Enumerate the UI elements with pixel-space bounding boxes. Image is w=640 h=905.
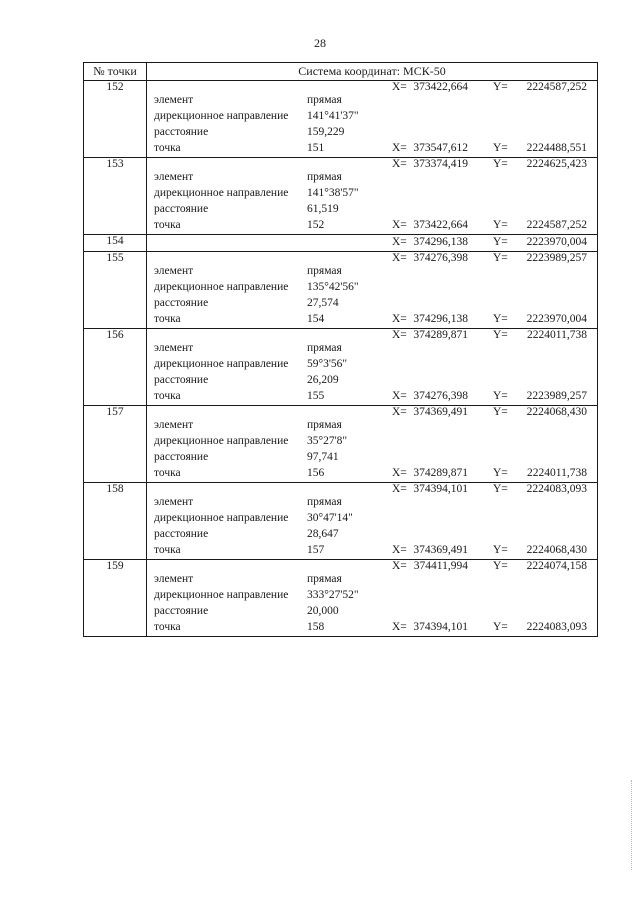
element-value: прямая [307, 94, 342, 106]
margin-mark [628, 780, 632, 870]
distance-value: 26,209 [307, 374, 339, 386]
detail-line [147, 527, 597, 543]
point-number: 153 [84, 158, 147, 235]
x-label: X= [392, 621, 407, 633]
element-label: элемент [154, 265, 194, 277]
table-row [84, 406, 598, 483]
x-coordinate: 374289,871 [413, 329, 468, 341]
x-coordinate: 374394,101 [413, 483, 468, 495]
detail-line [147, 158, 597, 170]
table-row [84, 158, 598, 235]
detail-line [147, 406, 597, 418]
element-value: прямая [307, 419, 342, 431]
x-coordinate: 374411,994 [413, 560, 468, 572]
direction-label: дирекционное направление [154, 358, 289, 370]
detail-line [147, 450, 597, 466]
detail-line [147, 434, 597, 450]
y-coordinate: 2224625,423 [526, 158, 587, 170]
point-number-header: № точки [84, 63, 147, 81]
point-value: 155 [307, 390, 325, 402]
y-label: Y= [493, 252, 508, 264]
table-row [84, 560, 598, 637]
y-label: Y= [493, 158, 508, 170]
y-coordinate: 2224083,093 [526, 621, 587, 633]
detail-line [147, 235, 597, 251]
detail-line [147, 329, 597, 341]
point-details [147, 235, 598, 252]
distance-value: 97,741 [307, 451, 339, 463]
direction-value: 141°41'37" [307, 110, 359, 122]
x-label: X= [392, 252, 407, 264]
x-label: X= [392, 406, 407, 418]
page-number: 28 [314, 36, 326, 50]
detail-line [147, 604, 597, 620]
y-label: Y= [493, 390, 508, 402]
detail-line [147, 81, 597, 93]
distance-value: 61,519 [307, 203, 339, 215]
direction-value: 30°47'14" [307, 512, 353, 524]
detail-line [147, 495, 597, 511]
x-label: X= [392, 390, 407, 402]
y-coordinate: 2223970,004 [526, 313, 587, 325]
detail-line [147, 588, 597, 604]
element-label: элемент [154, 419, 194, 431]
point-label: точка [154, 390, 181, 402]
detail-line [147, 389, 597, 405]
x-label: X= [392, 142, 407, 154]
x-coordinate: 373422,664 [413, 219, 468, 231]
detail-line [147, 202, 597, 218]
point-value: 154 [307, 313, 325, 325]
detail-line [147, 109, 597, 125]
point-number: 155 [84, 252, 147, 329]
point-details [147, 158, 598, 235]
element-value: прямая [307, 496, 342, 508]
element-value: прямая [307, 171, 342, 183]
x-label: X= [392, 158, 407, 170]
point-value: 158 [307, 621, 325, 633]
table-row [84, 252, 598, 329]
detail-line [147, 141, 597, 157]
direction-value: 35°27'8" [307, 435, 348, 447]
point-details [147, 483, 598, 560]
detail-line [147, 264, 597, 280]
x-coordinate: 374296,138 [413, 313, 468, 325]
table-body [84, 81, 598, 637]
detail-line [147, 373, 597, 389]
detail-line [147, 357, 597, 373]
y-coordinate: 2224068,430 [526, 544, 587, 556]
x-label: X= [392, 544, 407, 556]
element-value: прямая [307, 342, 342, 354]
detail-line [147, 466, 597, 482]
table-header-row [84, 63, 598, 81]
y-label: Y= [493, 560, 508, 572]
detail-line [147, 483, 597, 495]
point-details [147, 329, 598, 406]
point-label: точка [154, 621, 181, 633]
y-label: Y= [493, 544, 508, 556]
point-details [147, 406, 598, 483]
element-value: прямая [307, 265, 342, 277]
direction-value: 59°3'56" [307, 358, 348, 370]
y-coordinate: 2223989,257 [526, 252, 587, 264]
x-label: X= [392, 483, 407, 495]
y-label: Y= [493, 406, 508, 418]
distance-label: расстояние [154, 126, 209, 138]
detail-line [147, 280, 597, 296]
x-label: X= [392, 236, 407, 248]
x-coordinate: 373422,664 [413, 81, 468, 93]
x-coordinate: 374369,491 [413, 544, 468, 556]
y-label: Y= [493, 313, 508, 325]
x-label: X= [392, 313, 407, 325]
distance-value: 28,647 [307, 528, 339, 540]
detail-line [147, 170, 597, 186]
y-label: Y= [493, 81, 508, 93]
point-number: 157 [84, 406, 147, 483]
x-coordinate: 373374,419 [413, 158, 468, 170]
direction-label: дирекционное направление [154, 512, 289, 524]
point-details [147, 81, 598, 158]
direction-value: 333°27'52" [307, 589, 359, 601]
y-label: Y= [493, 483, 508, 495]
point-details [147, 560, 598, 637]
direction-label: дирекционное направление [154, 589, 289, 601]
table-row [84, 81, 598, 158]
distance-label: расстояние [154, 451, 209, 463]
detail-line [147, 341, 597, 357]
y-coordinate: 2224068,430 [526, 406, 587, 418]
point-details [147, 252, 598, 329]
x-label: X= [392, 329, 407, 341]
direction-label: дирекционное направление [154, 187, 289, 199]
distance-label: расстояние [154, 528, 209, 540]
detail-line [147, 93, 597, 109]
y-label: Y= [493, 236, 508, 248]
y-coordinate: 2224587,252 [526, 219, 587, 231]
direction-label: дирекционное направление [154, 435, 289, 447]
y-coordinate: 2224074,158 [526, 560, 587, 572]
y-label: Y= [493, 219, 508, 231]
point-value: 156 [307, 467, 325, 479]
y-coordinate: 2224083,093 [526, 483, 587, 495]
y-coordinate: 2224488,551 [526, 142, 587, 154]
point-number: 159 [84, 560, 147, 637]
x-label: X= [392, 467, 407, 479]
distance-label: расстояние [154, 297, 209, 309]
y-coordinate: 2223970,004 [526, 236, 587, 248]
detail-line [147, 296, 597, 312]
x-label: X= [392, 81, 407, 93]
detail-line [147, 620, 597, 636]
distance-value: 20,000 [307, 605, 339, 617]
distance-label: расстояние [154, 605, 209, 617]
point-value: 152 [307, 219, 325, 231]
point-value: 157 [307, 544, 325, 556]
distance-value: 159,229 [307, 126, 345, 138]
point-label: точка [154, 142, 181, 154]
x-coordinate: 374276,398 [413, 390, 468, 402]
point-label: точка [154, 544, 181, 556]
detail-line [147, 572, 597, 588]
x-coordinate: 374394,101 [413, 621, 468, 633]
element-label: элемент [154, 496, 194, 508]
point-number: 158 [84, 483, 147, 560]
element-label: элемент [154, 94, 194, 106]
detail-line [147, 186, 597, 202]
y-coordinate: 2223989,257 [526, 390, 587, 402]
point-value: 151 [307, 142, 325, 154]
x-label: X= [392, 560, 407, 572]
y-label: Y= [493, 621, 508, 633]
y-coordinate: 2224011,738 [527, 329, 587, 341]
element-label: элемент [154, 171, 194, 183]
distance-value: 27,574 [307, 297, 339, 309]
point-number: 152 [84, 81, 147, 158]
detail-line [147, 418, 597, 434]
table-row [84, 235, 598, 252]
detail-line [147, 252, 597, 264]
y-label: Y= [493, 467, 508, 479]
direction-label: дирекционное направление [154, 281, 289, 293]
y-coordinate: 2224587,252 [526, 81, 587, 93]
point-label: точка [154, 219, 181, 231]
distance-label: расстояние [154, 203, 209, 215]
distance-label: расстояние [154, 374, 209, 386]
direction-value: 141°38'57" [307, 187, 359, 199]
detail-line [147, 511, 597, 527]
point-number: 154 [84, 235, 147, 252]
coordinate-system-header: Система координат: МСК-50 [147, 63, 598, 81]
table-row [84, 329, 598, 406]
x-coordinate: 374296,138 [413, 236, 468, 248]
detail-line [147, 218, 597, 234]
point-label: точка [154, 467, 181, 479]
element-label: элемент [154, 573, 194, 585]
element-value: прямая [307, 573, 342, 585]
coordinates-table [83, 62, 598, 637]
x-coordinate: 374369,491 [413, 406, 468, 418]
detail-line [147, 543, 597, 559]
y-label: Y= [493, 142, 508, 154]
direction-label: дирекционное направление [154, 110, 289, 122]
x-coordinate: 374289,871 [413, 467, 468, 479]
direction-value: 135°42'56" [307, 281, 359, 293]
point-number: 156 [84, 329, 147, 406]
x-coordinate: 373547,612 [413, 142, 468, 154]
y-coordinate: 2224011,738 [527, 467, 587, 479]
point-label: точка [154, 313, 181, 325]
x-label: X= [392, 219, 407, 231]
y-label: Y= [493, 329, 508, 341]
detail-line [147, 312, 597, 328]
detail-line [147, 560, 597, 572]
table-row [84, 483, 598, 560]
x-coordinate: 374276,398 [413, 252, 468, 264]
detail-line [147, 125, 597, 141]
element-label: элемент [154, 342, 194, 354]
